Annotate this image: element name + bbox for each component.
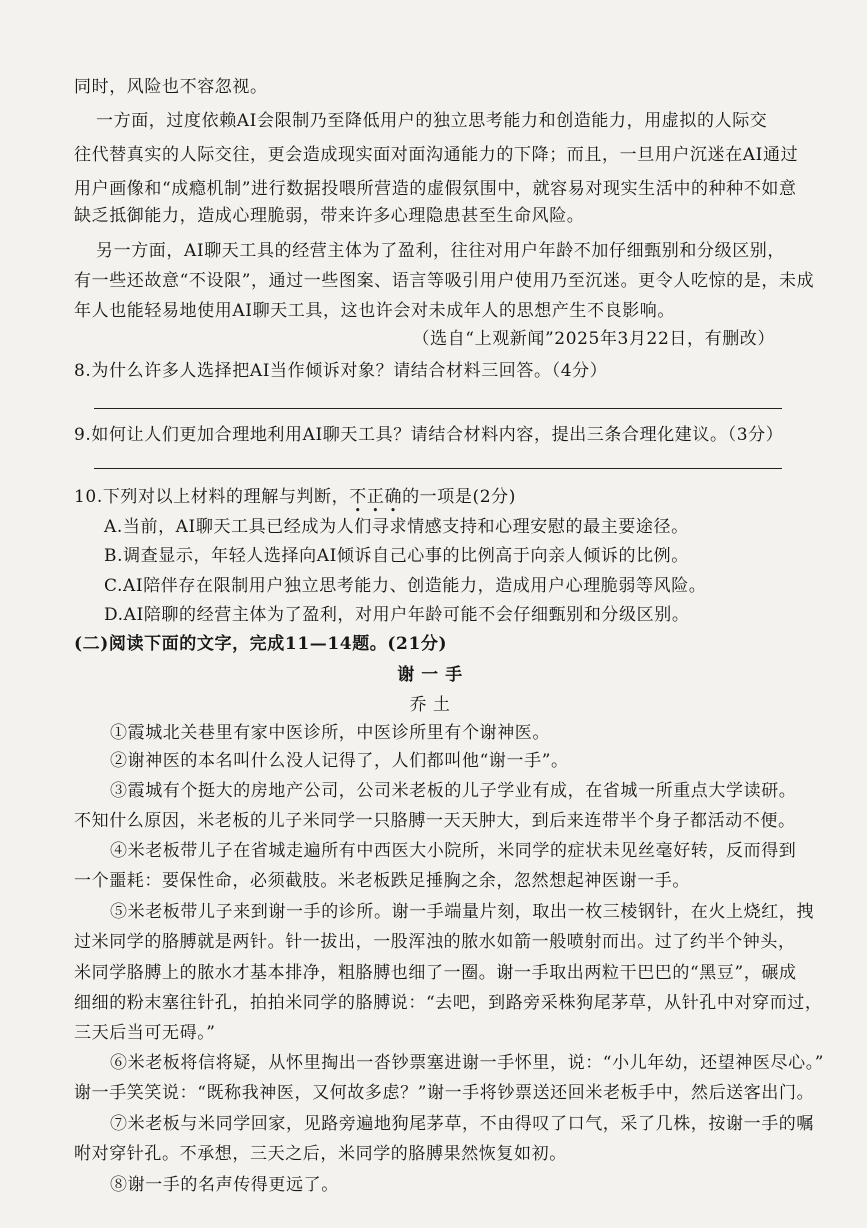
passage-line: 有一些还故意“不设限”，通过一些图案、语言等吸引用户使用乃至沉迷。更令人吃惊的是，未成 xyxy=(74,271,815,291)
option-c: C.AI陪伴存在限制用户独立思考能力、创造能力，造成用户心理脆弱等风险。 xyxy=(104,576,707,596)
passage-line: 一方面，过度依赖AI会限制乃至降低用户的独立思考能力和创造能力，用虚拟的人际交 xyxy=(96,111,768,131)
option-b: B.调查显示，年轻人选择向AI倾诉自己心事的比例高于向亲人倾诉的比例。 xyxy=(104,546,689,566)
story-paragraph: 一个噩耗：要保性命，必须截肢。米老板跌足捶胸之余，忽然想起神医谢一手。 xyxy=(74,871,690,891)
story-author: 乔 土 xyxy=(409,695,451,715)
story-paragraph: ①霞城北关巷里有家中医诊所，中医诊所里有个谢神医。 xyxy=(110,723,550,743)
story-paragraph: 三天后当可无碍。” xyxy=(74,1023,216,1043)
q10-stem-prefix: 10.下列对以上材料的理解与判断， xyxy=(74,487,350,507)
story-paragraph: 细细的粉末塞往针孔，拍拍米同学的胳膊说：“去吧，到路旁采株狗尾茅草，从针孔中对穿而过， xyxy=(74,993,823,1013)
story-paragraph: 谢一手笑笑说：“既称我神医，又何故多虑？”谢一手将钞票送还回米老板手中，然后送客出门。 xyxy=(74,1083,815,1103)
story-title: 谢 一 手 xyxy=(397,665,463,685)
story-paragraph: ③霞城有个挺大的房地产公司，公司米老板的儿子学业有成，在省城一所重点大学读研。 xyxy=(110,781,797,801)
question-9: 9.如何让人们更加合理地利用AI聊天工具？请结合材料内容，提出三条合理化建议。（3分） xyxy=(74,425,784,445)
passage-line: 往代替真实的人际交往，更会造成现实面对面沟通能力的下降；而且，一旦用户沉迷在AI通过 xyxy=(74,145,799,165)
story-paragraph: ⑥米老板将信将疑，从怀里掏出一沓钞票塞进谢一手怀里，说：“小儿年幼，还望神医尽心。” xyxy=(110,1053,825,1073)
story-paragraph: ②谢神医的本名叫什么没人记得了，人们都叫他“谢一手”。 xyxy=(110,751,569,771)
question-8: 8.为什么许多人选择把AI当作倾诉对象？请结合材料三回答。（4分） xyxy=(74,361,608,381)
passage-line: 缺乏抵御能力，造成心理脆弱，带来许多心理隐患甚至生命风险。 xyxy=(74,206,585,226)
story-paragraph: ⑦米老板与米同学回家，见路旁遍地狗尾茅草，不由得叹了口气，采了几株，按谢一手的嘱 xyxy=(110,1114,814,1134)
story-paragraph: 不知什么原因，米老板的儿子米同学一只胳膊一天天肿大，到后来连带半个身子都活动不便。 xyxy=(74,811,796,831)
story-paragraph: ④米老板带儿子在省城走遍所有中西医大小院所，米同学的症状未见丝毫好转，反而得到 xyxy=(110,841,797,861)
story-paragraph: 过米同学的胳膊就是两针。针一拔出，一股浑浊的脓水如箭一般喷射而出。过了约半个钟头， xyxy=(74,932,796,952)
option-a: A.当前，AI聊天工具已经成为人们寻求情感支持和心理安慰的最主要途径。 xyxy=(104,517,689,537)
section-heading: (二)阅读下面的文字，完成11—14题。(21分) xyxy=(74,634,448,654)
q10-stem-suffix: 的一项是(2分) xyxy=(402,487,516,507)
passage-line: 另一方面，AI聊天工具的经营主体为了盈利，往往对用户年龄不加仔细甄别和分级区别， xyxy=(96,241,785,261)
passage-line: 年人也能轻易地使用AI聊天工具，这也许会对未成年人的思想产生不良影响。 xyxy=(74,301,675,321)
option-d: D.AI陪聊的经营主体为了盈利，对用户年龄可能不会仔细甄别和分级区别。 xyxy=(104,605,690,625)
answer-line-q9 xyxy=(94,468,782,469)
story-paragraph: ⑧谢一手的名声传得更远了。 xyxy=(110,1175,339,1195)
story-paragraph: 米同学胳膊上的脓水才基本排净，粗胳膊也细了一圈。谢一手取出两粒干巴巴的“黑豆”，碾成 xyxy=(74,963,797,983)
question-10-stem xyxy=(74,486,516,508)
source-citation: （选自“上观新闻”2025年3月22日，有删改） xyxy=(412,329,775,349)
passage-line: 同时，风险也不容忽视。 xyxy=(74,77,268,97)
story-paragraph: 咐对穿针孔。不承想，三天之后，米同学的胳膊果然恢复如初。 xyxy=(74,1144,567,1164)
story-paragraph: ⑤米老板带儿子来到谢一手的诊所。谢一手端量片刻，取出一枚三棱钢针，在火上烧红，拽 xyxy=(110,902,814,922)
passage-line: 用户画像和“成瘾机制”进行数据投喂所营造的虚假氛围中，就容易对现实生活中的种种不如意 xyxy=(74,179,797,199)
emphasis-char: 不 xyxy=(349,487,367,507)
emphasis-char: 正 xyxy=(366,487,385,507)
emphasis-char: 确 xyxy=(384,487,403,507)
answer-line-q8 xyxy=(94,408,782,409)
